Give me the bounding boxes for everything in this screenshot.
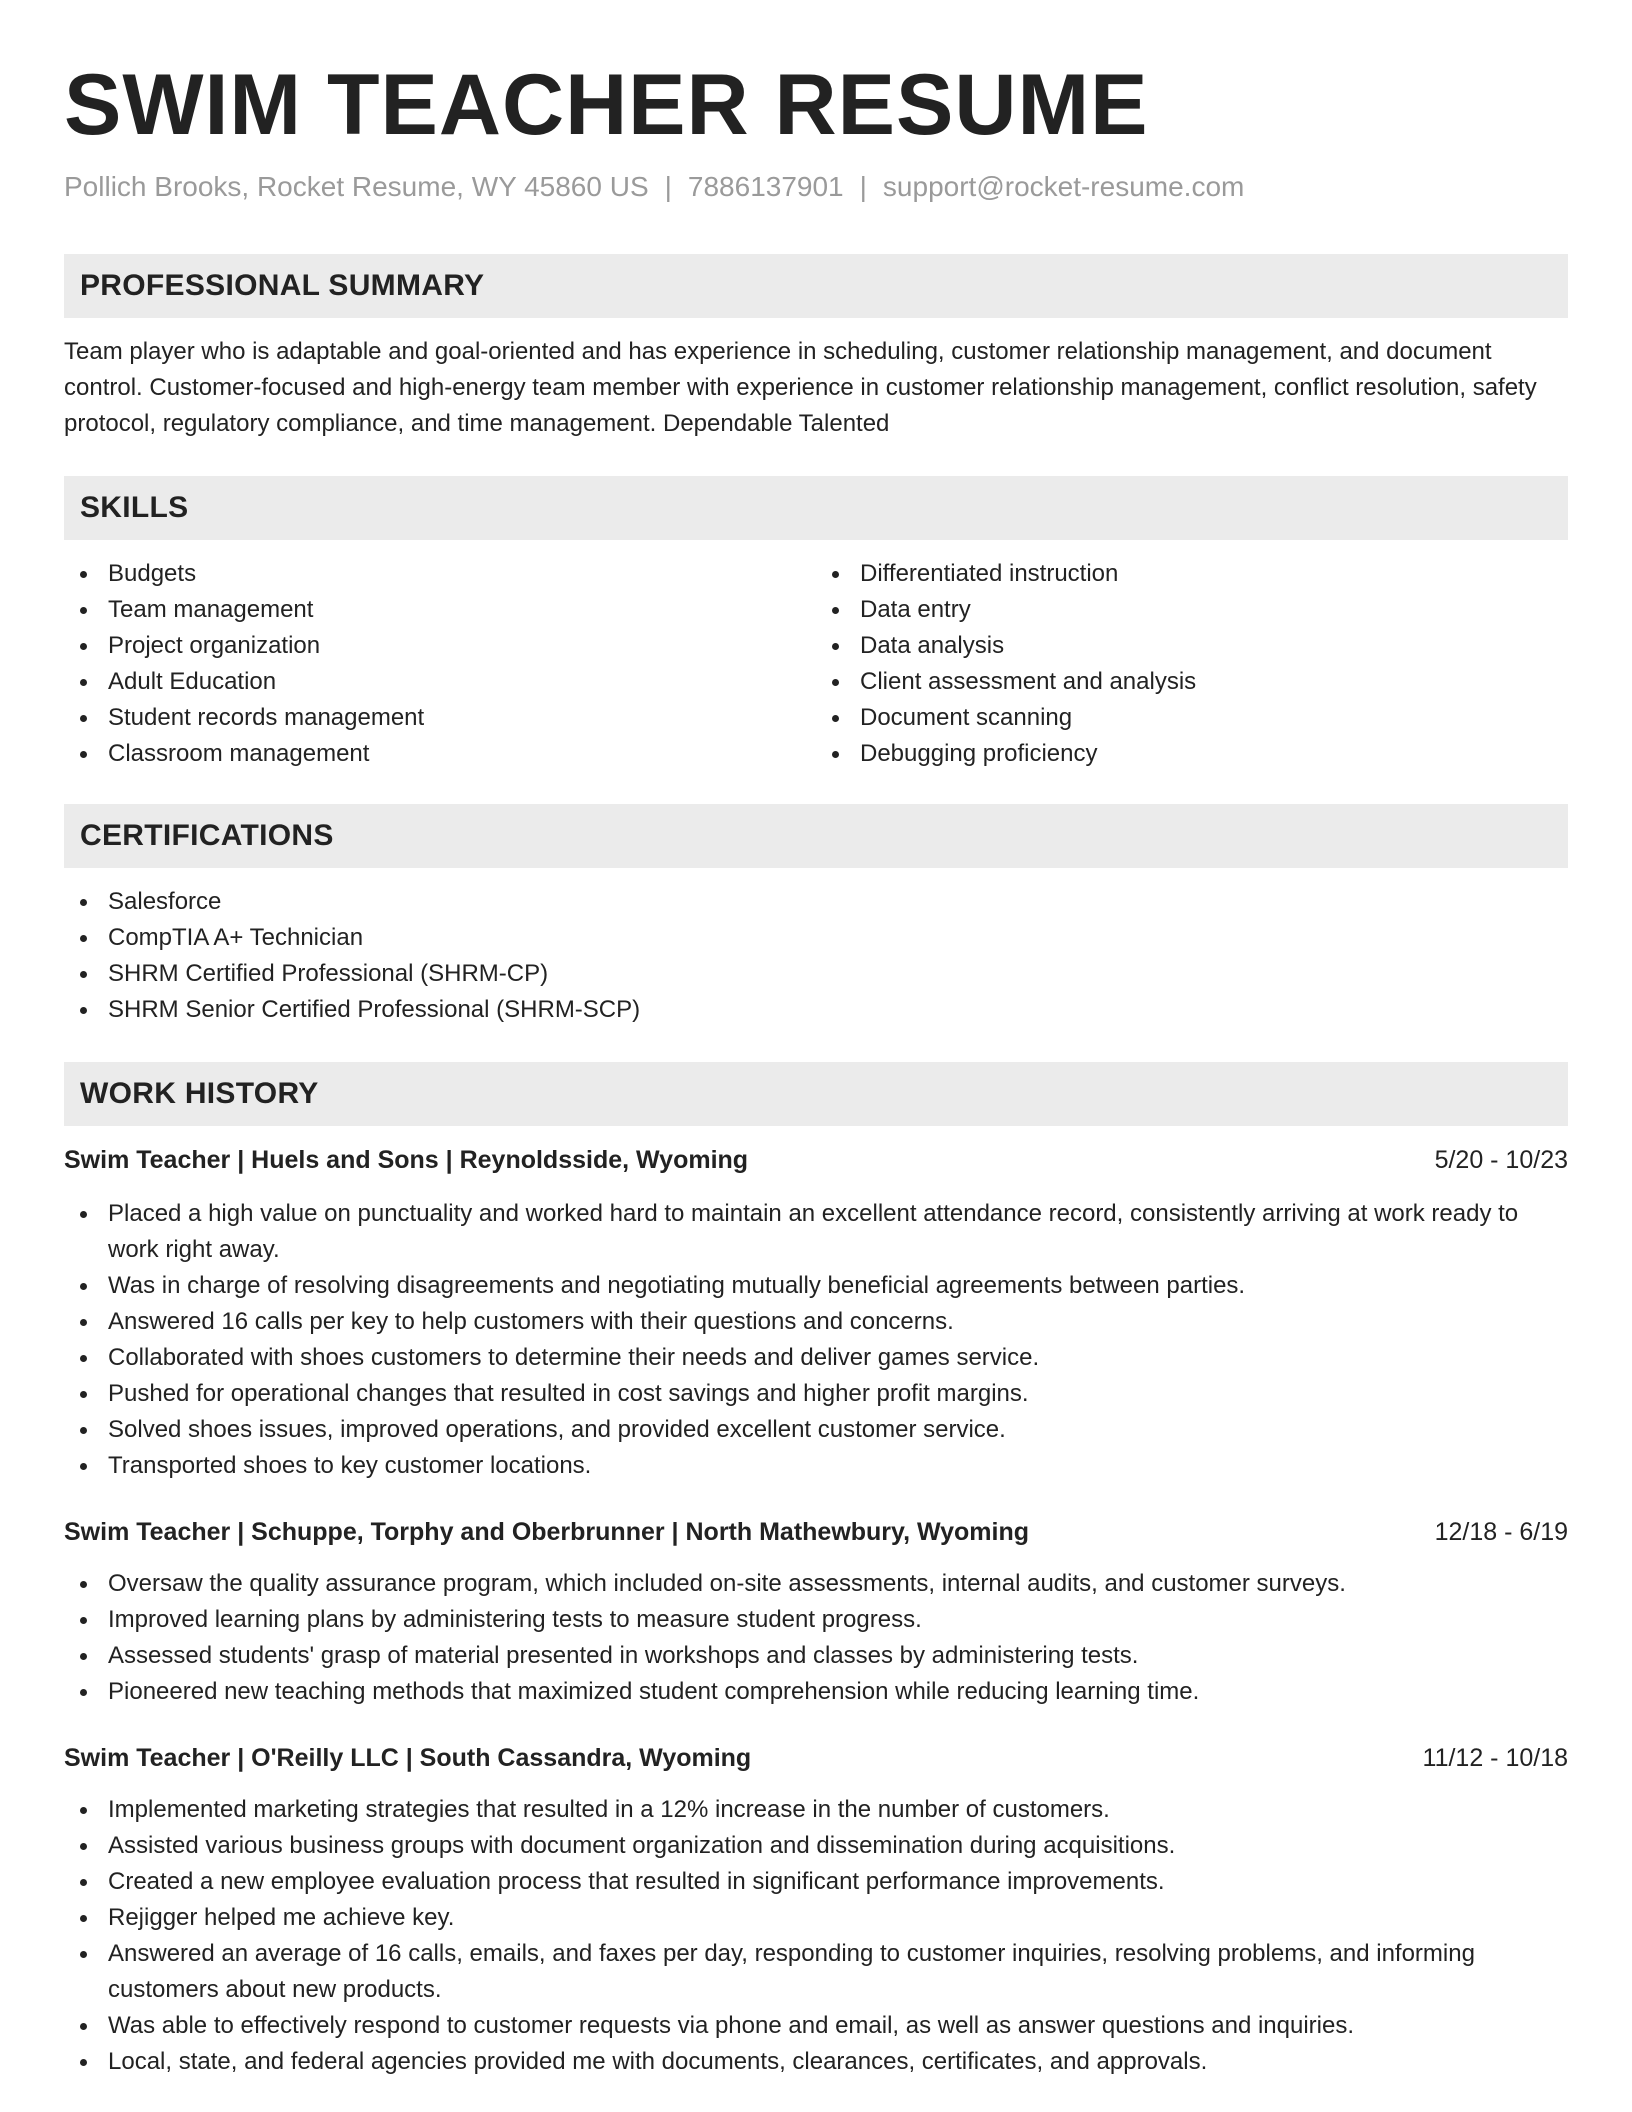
- list-item: Data entry: [816, 592, 1568, 628]
- list-item: Was in charge of resolving disagreements and negotiating mutually beneficial agreements between parties.: [64, 1268, 1568, 1304]
- contact-email: support@rocket-resume.com: [882, 171, 1245, 202]
- contact-address: Pollich Brooks, Rocket Resume, WY 45860 US: [64, 171, 649, 202]
- list-item: Assisted various business groups with document organization and dissemination during acquisitions.: [64, 1828, 1568, 1864]
- list-item: Assessed students' grasp of material presented in workshops and classes by administering tests.: [64, 1638, 1568, 1674]
- job-bullets: [64, 1196, 1568, 1484]
- contact-phone: 7886137901: [687, 171, 844, 202]
- list-item: Budgets: [64, 556, 816, 592]
- list-item: Rejigger helped me achieve key.: [64, 1900, 1568, 1936]
- list-item: Document scanning: [816, 700, 1568, 736]
- certifications-list: [64, 884, 1568, 1028]
- list-item: Salesforce: [64, 884, 1568, 920]
- list-item: Team management: [64, 592, 816, 628]
- list-item: Local, state, and federal agencies provided me with documents, clearances, certificates, and approvals.: [64, 2044, 1568, 2080]
- skills-grid: [64, 556, 1568, 772]
- list-item: SHRM Senior Certified Professional (SHRM-SCP): [64, 992, 1568, 1028]
- skills-list-left: [64, 556, 816, 772]
- contact-separator: |: [664, 171, 672, 202]
- list-item: Placed a high value on punctuality and worked hard to maintain an excellent attendance record, consistently arriving at work ready to work right away.: [64, 1196, 1568, 1268]
- list-item: Answered an average of 16 calls, emails, and faxes per day, responding to customer inquiries, resolving problems, and informing customers about new products.: [64, 1936, 1568, 2008]
- list-item: Solved shoes issues, improved operations, and provided excellent customer service.: [64, 1412, 1568, 1448]
- contact-line: [64, 170, 1568, 204]
- job-header: [64, 1142, 1568, 1178]
- list-item: SHRM Certified Professional (SHRM-CP): [64, 956, 1568, 992]
- job-title: Swim Teacher | O'Reilly LLC | South Cassandra, Wyoming: [64, 1743, 752, 1772]
- job-bullets: [64, 1566, 1568, 1710]
- list-item: Was able to effectively respond to customer requests via phone and email, as well as answer questions and inquiries.: [64, 2008, 1568, 2044]
- section-heading-work-history: WORK HISTORY: [64, 1062, 1568, 1126]
- list-item: Adult Education: [64, 664, 816, 700]
- list-item: Pioneered new teaching methods that maximized student comprehension while reducing learning time.: [64, 1674, 1568, 1710]
- list-item: Client assessment and analysis: [816, 664, 1568, 700]
- list-item: Project organization: [64, 628, 816, 664]
- list-item: CompTIA A+ Technician: [64, 920, 1568, 956]
- job-dates: 11/12 - 10/18: [1422, 1743, 1568, 1772]
- section-heading-skills: SKILLS: [64, 476, 1568, 540]
- resume-title: SWIM TEACHER RESUME: [64, 57, 1149, 153]
- job-dates: 12/18 - 6/19: [1434, 1517, 1568, 1546]
- list-item: Debugging proficiency: [816, 736, 1568, 772]
- list-item: Data analysis: [816, 628, 1568, 664]
- section-heading-summary: PROFESSIONAL SUMMARY: [64, 254, 1568, 318]
- list-item: Created a new employee evaluation process that resulted in significant performance improvements.: [64, 1864, 1568, 1900]
- skills-list-right: [816, 556, 1568, 772]
- section-heading-certifications: CERTIFICATIONS: [64, 804, 1568, 868]
- list-item: Answered 16 calls per key to help customers with their questions and concerns.: [64, 1304, 1568, 1340]
- job-title: Swim Teacher | Huels and Sons | Reynoldsside, Wyoming: [64, 1145, 749, 1174]
- list-item: Oversaw the quality assurance program, which included on-site assessments, internal audits, and customer surveys.: [64, 1566, 1568, 1602]
- list-item: Pushed for operational changes that resulted in cost savings and higher profit margins.: [64, 1376, 1568, 1412]
- job-title: Swim Teacher | Schuppe, Torphy and Oberbrunner | North Mathewbury, Wyoming: [64, 1517, 1030, 1546]
- list-item: Transported shoes to key customer locations.: [64, 1448, 1568, 1484]
- job-dates: 5/20 - 10/23: [1434, 1145, 1568, 1174]
- list-item: Collaborated with shoes customers to determine their needs and deliver games service.: [64, 1340, 1568, 1376]
- list-item: Improved learning plans by administering tests to measure student progress.: [64, 1602, 1568, 1638]
- job-header: [64, 1740, 1568, 1776]
- list-item: Classroom management: [64, 736, 816, 772]
- contact-separator: |: [859, 171, 867, 202]
- job-bullets: [64, 1792, 1568, 2080]
- job-header: [64, 1514, 1568, 1550]
- summary-text: Team player who is adaptable and goal-oriented and has experience in scheduling, customer relationship management, and document control. Customer-focused and high-energy team member with experience in customer relationship management, conflict resolution, safety protocol, regulatory compliance, and time management. Dependable Talented: [64, 337, 1537, 437]
- list-item: Differentiated instruction: [816, 556, 1568, 592]
- list-item: Student records management: [64, 700, 816, 736]
- list-item: Implemented marketing strategies that resulted in a 12% increase in the number of customers.: [64, 1792, 1568, 1828]
